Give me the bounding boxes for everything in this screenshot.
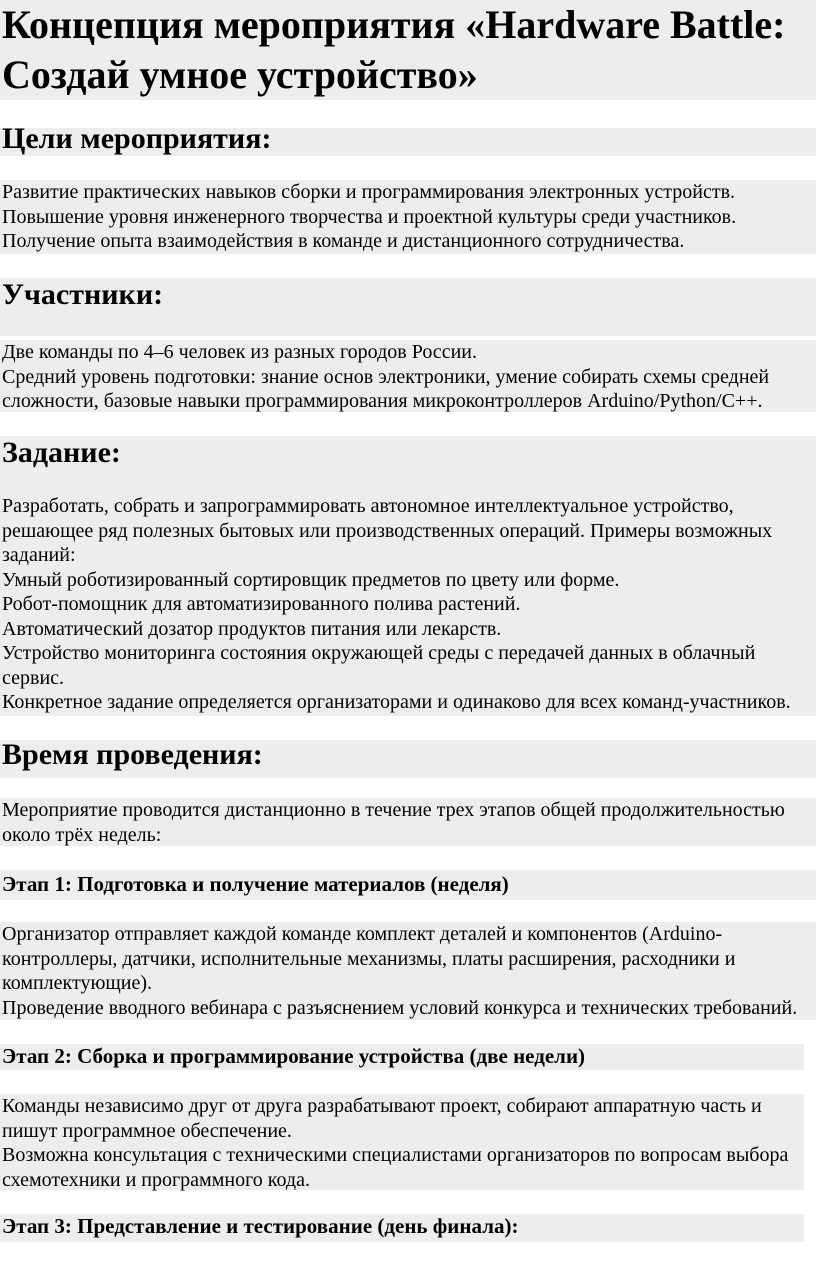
participant-item: Две команды по 4–6 человек из разных городов России.	[2, 341, 477, 363]
goal-item: Получение опыта взаимодействия в команде и дистанционного сотрудничества.	[2, 230, 685, 252]
task-note: Конкретное задание определяется организаторами и одинаково для всех команд-участников.	[2, 691, 791, 713]
goals-heading: Цели мероприятия:	[2, 122, 272, 155]
task-example: Робот-помощник для автоматизированного полива растений.	[2, 593, 521, 615]
stage2-heading: Этап 2: Сборка и программирование устройства (две недели)	[2, 1044, 586, 1068]
stage2-item: Команды независимо друг от друга разрабатывают проект, собирают аппаратную часть и пишут программное обеспечение.	[2, 1095, 762, 1142]
stage1-item: Организатор отправляет каждой команде комплект деталей и компонентов (Arduino-контроллеры, датчики, исполнительные механизмы, платы расширения, расходники и комплектующие).	[2, 923, 736, 994]
task-body	[2, 494, 816, 715]
participant-item: Средний уровень подготовки: знание основ электроники, умение собирать схемы средней сложности, базовые навыки программирования микроконтроллеров Arduino/Python/C++.	[2, 365, 770, 412]
stage1-list	[2, 922, 816, 1020]
participants-heading: Участники:	[2, 278, 164, 311]
stage3-heading: Этап 3: Представление и тестирование (день финала):	[2, 1214, 519, 1238]
participants-list	[2, 340, 816, 414]
task-heading: Задание:	[2, 436, 121, 469]
stage2-item: Возможна консультация с техническими специалистами организаторов по вопросам выбора схемотехники и программного кода.	[2, 1144, 789, 1191]
task-example: Автоматический дозатор продуктов питания или лекарств.	[2, 617, 502, 640]
task-intro: Разработать, собрать и запрограммировать автономное интеллектуальное устройство, решающее ряд полезных бытовых или производственных операций. Примеры возможных заданий:	[2, 495, 773, 566]
goal-item: Повышение уровня инженерного творчества и проектной культуры среди участников.	[2, 205, 737, 228]
schedule-intro: Мероприятие проводится дистанционно в течение трех этапов общей продолжительностью около трёх недель:	[2, 799, 785, 846]
stage1-heading: Этап 1: Подготовка и получение материалов (неделя)	[2, 872, 509, 896]
stage1-item: Проведение вводного вебинара с разъяснением условий конкурса и технических требований.	[2, 996, 798, 1019]
schedule-heading: Время проведения:	[2, 738, 263, 771]
task-example: Умный роботизированный сортировщик предметов по цвету или форме.	[2, 568, 620, 591]
task-example: Устройство мониторинга состояния окружающей среды с передачей данных в облачный сервис.	[2, 642, 756, 689]
page-title: Концепция мероприятия «Hardware Battle: Создай умное устройство»	[2, 2, 786, 97]
stage2-list	[2, 1094, 816, 1192]
goals-list	[2, 180, 816, 254]
goal-item: Развитие практических навыков сборки и программирования электронных устройств.	[2, 181, 736, 203]
